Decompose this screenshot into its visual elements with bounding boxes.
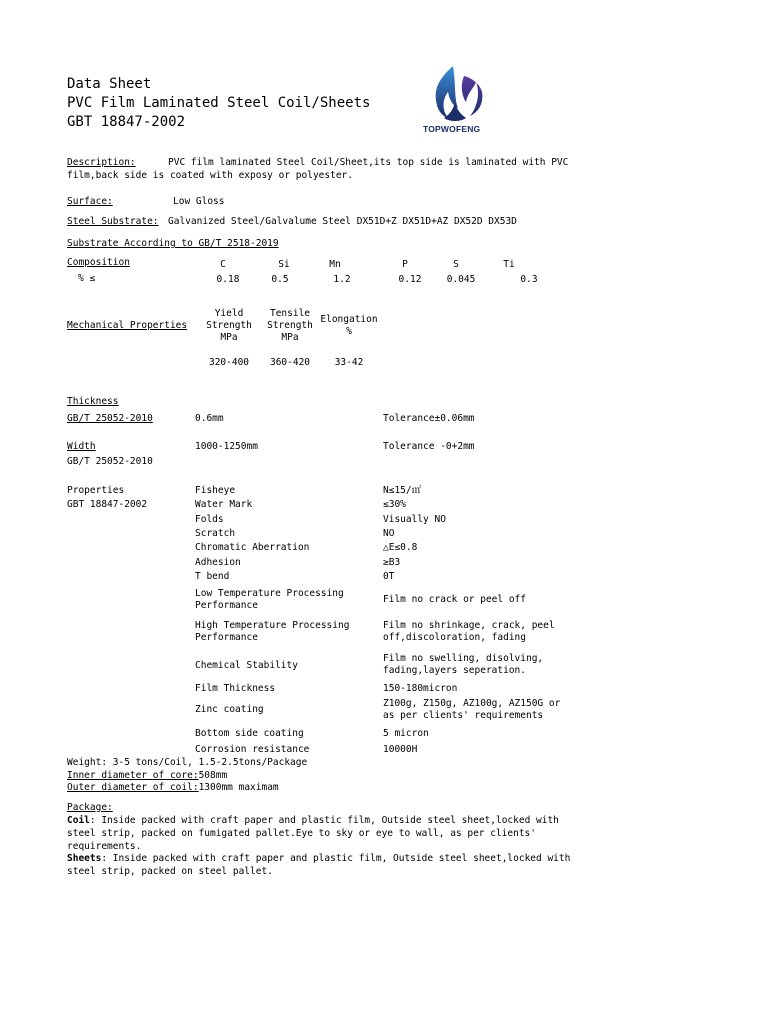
thickness-value: 0.6mm xyxy=(195,413,224,424)
element-ti: Ti xyxy=(503,259,515,270)
thickness-standard: GB/T 25052-2010 xyxy=(67,413,153,424)
property-value: ≥B3 xyxy=(383,557,401,568)
property-value: Film no crack or peel off xyxy=(383,594,526,605)
property-name: T bend xyxy=(195,571,230,582)
value-p: 0.12 xyxy=(398,274,422,285)
property-value: N≤15/㎡ xyxy=(383,485,422,496)
property-name: Chromatic Aberration xyxy=(195,542,310,553)
mechanical-label: Mechanical Properties xyxy=(67,320,188,331)
weight-text: Weight: 3-5 tons/Coil, 1.5-2.5tons/Package xyxy=(67,757,308,768)
inner-diameter: Inner diameter of core:508mm xyxy=(67,770,228,781)
property-name: Fisheye xyxy=(195,485,236,496)
property-value: Film no swelling, disolving, fading,layers seperation. xyxy=(383,653,544,676)
property-value: 0T xyxy=(383,571,395,582)
elongation-value: 33-42 xyxy=(334,357,364,368)
width-label: Width xyxy=(67,441,96,452)
logo-text: TOPWOFENG xyxy=(423,124,481,134)
value-c: 0.18 xyxy=(216,274,240,285)
property-value: 150-180micron xyxy=(383,683,458,694)
property-name: Film Thickness xyxy=(195,683,276,694)
property-name: Adhesion xyxy=(195,557,241,568)
property-name: Water Mark xyxy=(195,499,253,510)
description-line-1: PVC film laminated Steel Coil/Sheet,its top side is laminated with PVC xyxy=(168,157,569,168)
element-mn: Mn xyxy=(329,259,341,270)
property-name: High Temperature Processing Performance xyxy=(195,620,350,643)
property-value: 5 micron xyxy=(383,728,429,739)
value-si: 0.5 xyxy=(271,274,289,285)
property-value: Visually NO xyxy=(383,514,446,525)
steel-substrate-value: Galvanized Steel/Galvalume Steel DX51D+Z DX51D+AZ DX52D DX53D xyxy=(168,216,517,227)
surface-label: Surface: xyxy=(67,196,113,207)
thickness-label: Thickness xyxy=(67,396,119,407)
composition-label: Composition xyxy=(67,257,130,268)
properties-standard: GBT 18847-2002 xyxy=(67,499,148,510)
property-name: Folds xyxy=(195,514,224,525)
title-line-3: GBT 18847-2002 xyxy=(67,114,186,130)
elongation-header: Elongation % xyxy=(320,314,378,337)
thickness-tolerance: Tolerance±0.06mm xyxy=(383,413,475,424)
property-name: Bottom side coating xyxy=(195,728,304,739)
title-line-1: Data Sheet xyxy=(67,76,152,92)
property-name: Scratch xyxy=(195,528,236,539)
property-value: Film no shrinkage, crack, peel off,discoloration, fading xyxy=(383,620,555,643)
value-mn: 1.2 xyxy=(333,274,351,285)
width-tolerance: Tolerance -0+2mm xyxy=(383,441,475,452)
property-value: Z100g, Z150g, AZ100g, AZ150G or as per clients' requirements xyxy=(383,698,561,721)
title-line-2: PVC Film Laminated Steel Coil/Sheets xyxy=(67,95,371,111)
property-value: NO xyxy=(383,528,395,539)
tensile-value: 360-420 xyxy=(269,357,311,368)
yield-header: Yield Strength MPa xyxy=(206,308,252,343)
surface-value: Low Gloss xyxy=(173,196,225,207)
element-s: S xyxy=(453,259,459,270)
property-value: ≤30% xyxy=(383,499,406,510)
element-si: Si xyxy=(278,259,290,270)
width-standard: GB/T 25052-2010 xyxy=(67,456,153,467)
composition-row-label: % ≤ xyxy=(78,273,96,284)
outer-diameter: Outer diameter of coil:1300mm maximam xyxy=(67,782,279,793)
description-label: Description: xyxy=(67,157,136,168)
property-name: Zinc coating xyxy=(195,704,264,715)
package-label: Package: xyxy=(67,802,113,813)
property-name: Low Temperature Processing Performance xyxy=(195,588,344,611)
value-ti: 0.3 xyxy=(520,274,538,285)
width-value: 1000-1250mm xyxy=(195,441,258,452)
property-name: Chemical Stability xyxy=(195,660,298,671)
value-s: 0.045 xyxy=(446,274,476,285)
tensile-header: Tensile Strength MPa xyxy=(267,308,313,343)
element-c: C xyxy=(220,259,226,270)
property-value: 10000H xyxy=(383,744,418,755)
element-p: P xyxy=(402,259,408,270)
yield-value: 320-400 xyxy=(208,357,250,368)
properties-label: Properties xyxy=(67,485,125,496)
steel-substrate-label: Steel Substrate: xyxy=(67,216,159,227)
document-title xyxy=(67,75,370,132)
description-line-2: film,back side is coated with exposy or polyester. xyxy=(67,170,353,181)
package-coil: Coil: Inside packed with craft paper and plastic film, Outside steel sheet,locked with steel strip, packed on fumigated pallet.Eye to sky or eye to wall, as per clients' requirements. xyxy=(67,815,559,852)
substrate-standard: Substrate According to GB/T 2518-2019 xyxy=(67,238,279,249)
property-value: △E≤0.8 xyxy=(383,542,418,553)
property-name: Corrosion resistance xyxy=(195,744,310,755)
package-sheets: Sheets: Inside packed with craft paper and plastic film, Outside steel sheet,locked with steel strip, packed on steel pallet. xyxy=(67,853,571,877)
